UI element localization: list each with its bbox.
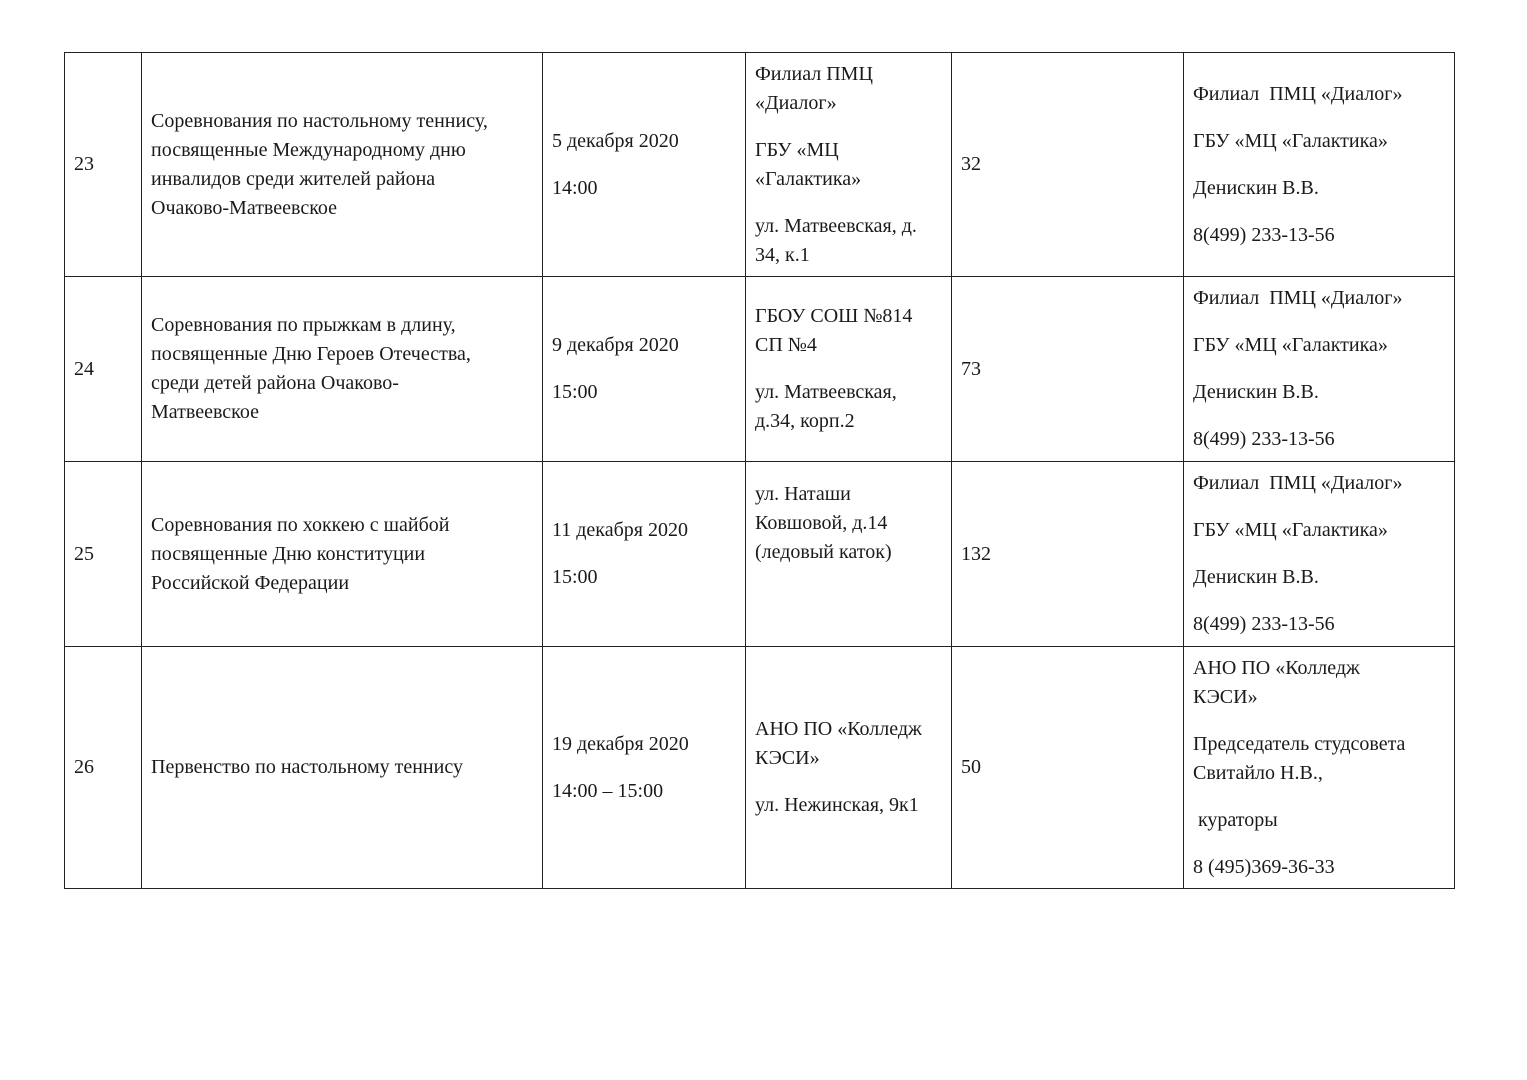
responsible-contacts: Филиал ПМЦ «Диалог» ГБУ «МЦ «Галактика» Денискин В.В. 8(499) 233-13-56 (1184, 462, 1455, 647)
responsible-contacts: АНО ПО «Колледж КЭСИ» Председатель студсовета Свитайло Н.В., кураторы 8 (495)369-36-33 (1184, 647, 1455, 889)
row-number: 23 (65, 53, 142, 277)
participant-count: 50 (952, 647, 1184, 889)
event-name: Соревнования по хоккею с шайбой посвященные Дню конституции Российской Федерации (142, 462, 543, 647)
table-row (65, 647, 1455, 889)
row-number: 25 (65, 462, 142, 647)
row-number: 24 (65, 277, 142, 462)
table-row (65, 462, 1455, 647)
event-place: ГБОУ СОШ №814 СП №4 ул. Матвеевская, д.34, корп.2 (746, 277, 952, 462)
participant-count: 73 (952, 277, 1184, 462)
table-row (65, 277, 1455, 462)
table-row (65, 53, 1455, 277)
event-date: 19 декабря 2020 14:00 – 15:00 (543, 647, 746, 889)
event-place: АНО ПО «Колледж КЭСИ» ул. Нежинская, 9к1 (746, 647, 952, 889)
event-place: Филиал ПМЦ «Диалог» ГБУ «МЦ «Галактика» ул. Матвеевская, д. 34, к.1 (746, 53, 952, 277)
event-place: ул. Наташи Ковшовой, д.14 (ледовый каток) (746, 462, 952, 647)
events-table (64, 52, 1455, 889)
row-number: 26 (65, 647, 142, 889)
participant-count: 132 (952, 462, 1184, 647)
event-name: Соревнования по настольному теннису, посвященные Международному дню инвалидов среди жителей района Очаково-Матвеевское (142, 53, 543, 277)
participant-count: 32 (952, 53, 1184, 277)
responsible-contacts: Филиал ПМЦ «Диалог» ГБУ «МЦ «Галактика» Денискин В.В. 8(499) 233-13-56 (1184, 53, 1455, 277)
event-date: 11 декабря 2020 15:00 (543, 462, 746, 647)
event-date: 9 декабря 2020 15:00 (543, 277, 746, 462)
event-name: Первенство по настольному теннису (142, 647, 543, 889)
event-name: Соревнования по прыжкам в длину, посвященные Дню Героев Отечества, среди детей района Очаково- Матвеевское (142, 277, 543, 462)
event-date: 5 декабря 2020 14:00 (543, 53, 746, 277)
responsible-contacts: Филиал ПМЦ «Диалог» ГБУ «МЦ «Галактика» Денискин В.В. 8(499) 233-13-56 (1184, 277, 1455, 462)
